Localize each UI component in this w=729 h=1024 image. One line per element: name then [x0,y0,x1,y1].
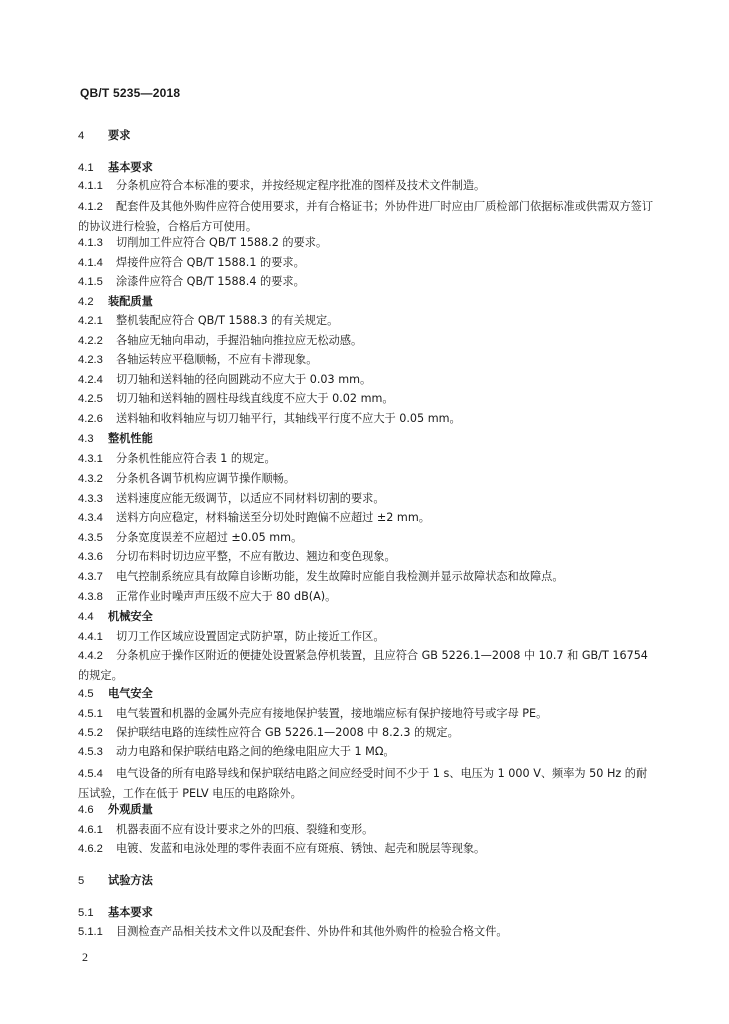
clause-line [78,411,658,427]
clause-text: 分条机性能应符合表 1 的规定。 [116,452,276,465]
clause-number: 4.3.7 [78,571,103,583]
clause-text: 配套件及其他外购件应符合使用要求，并有合格证书；外协件进厂时应由厂质检部门依据标准或供需双方签订的协议进行检验，合格后方可使用。 [78,200,654,233]
clause-line [78,313,658,329]
clause-number: 5.1.1 [78,926,103,938]
clause-line [78,471,658,487]
clause-number: 4 [78,130,85,142]
clause-line [78,274,658,290]
clause-number: 5.1 [78,907,94,919]
clause-line [78,391,658,407]
clause-line [78,764,658,804]
clause-number: 4.6.2 [78,843,103,855]
clause-text: 要求 [108,129,131,142]
clause-number: 4.3.6 [78,551,103,563]
clause-line [78,744,658,760]
clause-line [78,706,658,722]
section-heading [78,160,658,176]
clause-number: 4.2.3 [78,354,103,366]
clause-number: 4.6.1 [78,824,103,836]
clause-text: 送料速度应能无级调节，以适应不同材料切割的要求。 [116,492,385,505]
clause-text: 动力电路和保护联结电路之间的绝缘电阻应大于 1 MΩ。 [116,745,395,758]
clause-text: 各轴应无轴向串动，手握沿轴向推拉应无松动感。 [116,334,363,347]
clause-line [78,510,658,526]
clause-text: 分条机应符合本标准的要求，并按经规定程序批准的图样及技术文件制造。 [116,179,486,192]
clause-number: 4.4.1 [78,631,103,643]
clause-line [78,924,658,940]
clause-number: 4.3.8 [78,591,103,603]
clause-number: 4.1.3 [78,237,103,249]
clause-text: 切刀轴和送料轴的圆柱母线直线度不应大于 0.02 mm。 [116,392,394,405]
section-heading [78,905,658,921]
clause-line [78,725,658,741]
chapter-heading [78,128,658,144]
clause-text: 分切布料时切边应平整，不应有散边、翘边和变色现象。 [116,550,396,563]
clause-text: 送料轴和收料轴应与切刀轴平行，其轴线平行度不应大于 0.05 mm。 [116,412,461,425]
clause-line [78,491,658,507]
clause-number: 4.1.4 [78,257,103,269]
clause-line [78,569,658,585]
clause-line [78,197,658,237]
clause-number: 4.1.1 [78,180,103,192]
clause-text: 涂漆件应符合 QB/T 1588.4 的要求。 [116,275,305,288]
clause-line [78,235,658,251]
standard-code-header: QB/T 5235—2018 [80,86,181,100]
clause-text: 正常作业时噪声声压级不应大于 80 dB(A)。 [116,590,337,603]
page-number: 2 [82,950,88,964]
clause-line [78,822,658,838]
clause-line [78,549,658,565]
clause-line [78,589,658,605]
clause-line [78,333,658,349]
clause-number: 4.2.5 [78,393,103,405]
section-heading [78,609,658,625]
clause-text: 装配质量 [108,295,153,308]
clause-number: 4.5 [78,688,94,700]
section-heading [78,431,658,447]
clause-number: 4.3.2 [78,473,103,485]
clause-line [78,451,658,467]
clause-text: 送料方向应稳定，材料输送至分切处时跑偏不应超过 ±2 mm。 [116,511,430,524]
clause-number: 4.5.1 [78,708,103,720]
clause-text: 电镀、发蓝和电泳处理的零件表面不应有斑痕、锈蚀、起壳和脱层等现象。 [116,842,486,855]
clause-text: 电气装置和机器的金属外壳应有接地保护装置，接地端应标有保护接地符号或字母 PE。 [116,707,548,720]
clause-text: 整机性能 [108,432,153,445]
clause-text: 整机装配应符合 QB/T 1588.3 的有关规定。 [116,314,339,327]
clause-number: 4.4 [78,611,94,623]
clause-text: 外观质量 [108,803,153,816]
clause-text: 保护联结电路的连续性应符合 GB 5226.1—2008 中 8.2.3 的规定。 [116,726,459,739]
clause-line [78,255,658,271]
clause-number: 4.2.4 [78,374,103,386]
clause-number: 4.3 [78,433,94,445]
clause-text: 机械安全 [108,610,153,623]
clause-line [78,530,658,546]
clause-text: 分条宽度误差不应超过 ±0.05 mm。 [116,531,303,544]
clause-number: 4.5.3 [78,746,103,758]
clause-text: 基本要求 [108,906,153,919]
clause-text: 各轴运转应平稳顺畅，不应有卡滞现象。 [116,353,318,366]
clause-line [78,629,658,645]
clause-number: 4.2.2 [78,335,103,347]
clause-text: 切刀工作区域应设置固定式防护罩，防止接近工作区。 [116,630,385,643]
clause-number: 4.3.4 [78,512,103,524]
clause-text: 机器表面不应有设计要求之外的凹痕、裂缝和变形。 [116,823,374,836]
section-heading [78,686,658,702]
clause-text: 电气安全 [108,687,153,700]
clause-line [78,646,658,686]
clause-text: 切刀轴和送料轴的径向圆跳动不应大于 0.03 mm。 [116,373,372,386]
clause-number: 4.3.1 [78,453,103,465]
clause-number: 4.1 [78,162,94,174]
clause-text: 电气控制系统应具有故障自诊断功能，发生故障时应能自我检测并显示故障状态和故障点。 [116,570,564,583]
clause-text: 基本要求 [108,161,153,174]
clause-number: 4.3.5 [78,532,103,544]
clause-number: 4.4.2 [78,650,103,662]
chapter-heading [78,873,658,889]
clause-line [78,372,658,388]
clause-number: 4.2 [78,296,94,308]
clause-text: 分条机应于操作区附近的便捷处设置紧急停机装置，且应符合 GB 5226.1—2008 中 10.7 和 GB/T 16754 的规定。 [78,649,648,682]
clause-number: 4.6 [78,804,94,816]
clause-text: 目测检查产品相关技术文件以及配套件、外协件和其他外购件的检验合格文件。 [116,925,508,938]
clause-text: 分条机各调节机构应调节操作顺畅。 [116,472,296,485]
clause-line [78,352,658,368]
clause-line [78,178,658,194]
clause-line [78,841,658,857]
clause-number: 4.2.6 [78,413,103,425]
clause-number: 4.1.5 [78,276,103,288]
clause-number: 4.1.2 [78,201,103,213]
clause-text: 焊接件应符合 QB/T 1588.1 的要求。 [116,256,305,269]
clause-number: 4.5.2 [78,727,103,739]
clause-text: 切削加工件应符合 QB/T 1588.2 的要求。 [116,236,328,249]
clause-number: 5 [78,875,85,887]
clause-number: 4.3.3 [78,493,103,505]
clause-number: 4.2.1 [78,315,103,327]
section-heading [78,802,658,818]
clause-text: 试验方法 [108,874,153,887]
section-heading [78,294,658,310]
clause-text: 电气设备的所有电路导线和保护联结电路之间应经受时间不少于 1 s、电压为 1 000 V、频率为 50 Hz 的耐压试验，工作在低于 PELV 电压的电路除外。 [78,767,648,800]
clause-number: 4.5.4 [78,768,103,780]
